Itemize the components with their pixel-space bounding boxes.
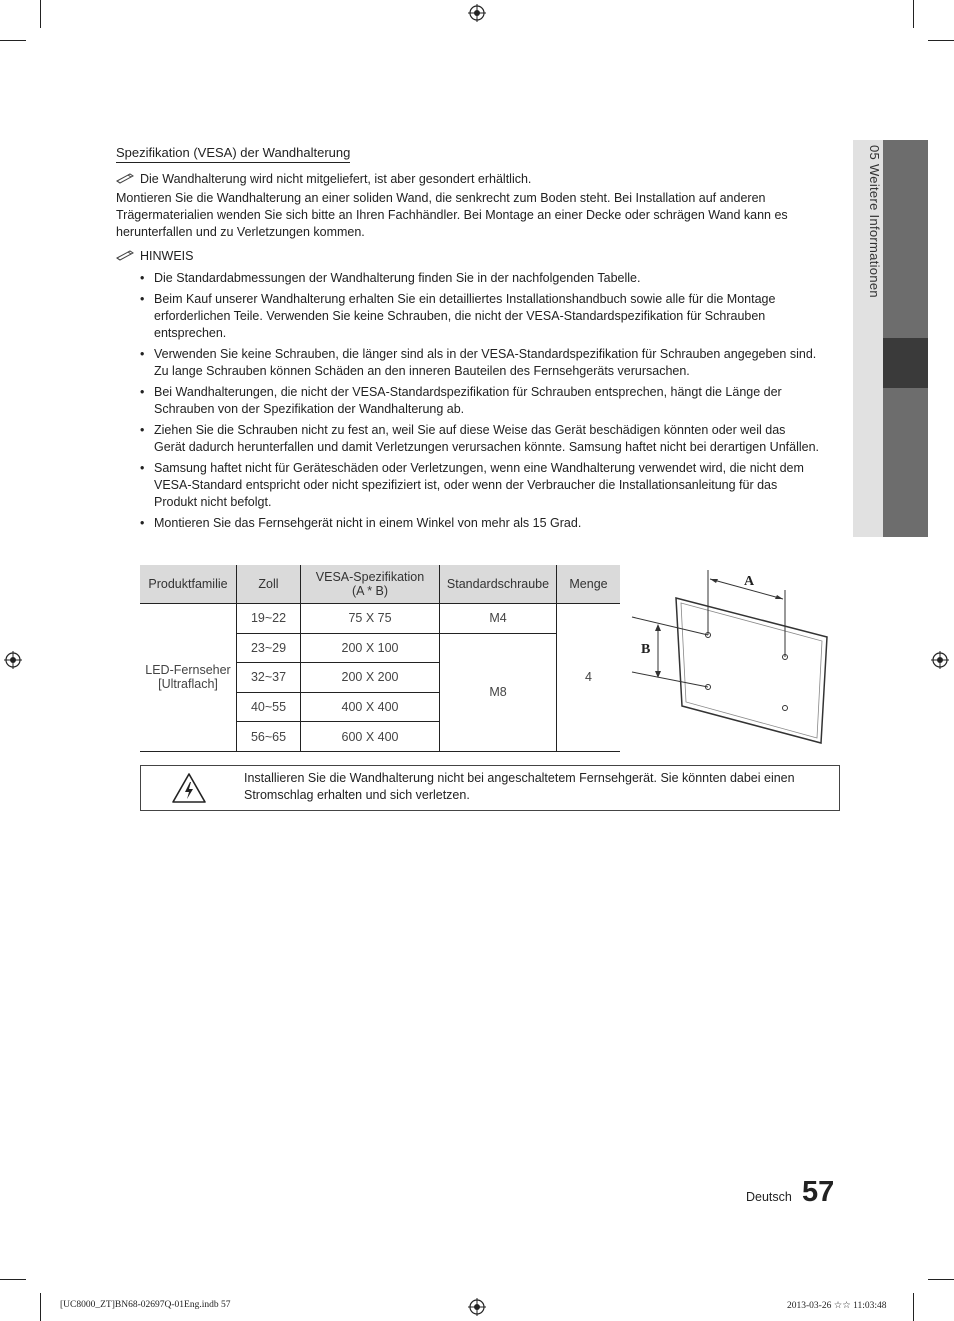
cell-screw: M4 — [440, 604, 557, 634]
table-row — [140, 604, 620, 634]
cell-vesa: 600 X 400 — [301, 722, 440, 752]
cell-product-family — [140, 604, 237, 752]
header-vesa — [301, 565, 440, 604]
hinweis-label: HINWEIS — [140, 249, 194, 263]
list-item: • Die Standardabmessungen der Wandhalterung finden Sie in der nachfolgenden Tabelle. — [140, 270, 820, 287]
crop-mark — [928, 1279, 954, 1280]
cell-vesa: 400 X 400 — [301, 692, 440, 722]
arrow-head-icon — [775, 595, 783, 599]
cell-zoll: 56~65 — [237, 722, 301, 752]
crop-mark — [913, 0, 914, 28]
warning-text: Installieren Sie die Wandhalterung nicht bei angeschaltetem Fernsehgerät. Sie könnten dabei einen Stromschlag erhalten und sich verletzen. — [244, 771, 795, 802]
crop-mark — [0, 1279, 26, 1280]
cell-vesa: 200 X 200 — [301, 663, 440, 693]
label-b: B — [641, 642, 651, 657]
header-zoll: Zoll — [237, 565, 301, 604]
label-a: A — [744, 574, 755, 589]
cell-zoll: 23~29 — [237, 633, 301, 663]
page-language: Deutsch — [746, 1190, 792, 1204]
note-pencil-icon — [116, 172, 136, 184]
list-item: • Verwenden Sie keine Schrauben, die länger sind als in der VESA-Standardspezifikation für Schrauben angegeben sind. Zu lange Schrauben können Schäden an den inneren Bauteilen des Fernsehgeräts verursachen. — [140, 346, 820, 380]
header-produktfamilie: Produktfamilie — [140, 565, 237, 604]
header-menge: Menge — [557, 565, 621, 604]
note-text: Die Wandhalterung wird nicht mitgeliefert, ist aber gesondert erhältlich. — [140, 172, 532, 186]
electric-shock-warning-icon — [171, 772, 207, 804]
header-standardschraube: Standardschraube — [440, 565, 557, 604]
list-item: • Ziehen Sie die Schrauben nicht zu fest an, weil Sie auf diese Weise das Gerät beschädigen könnten oder weil das Gerät dadurch herunterfallen und damit Verletzungen verursachen könnte. Samsung haftet nicht bei derartigen Unfällen. — [140, 422, 820, 456]
registration-mark-icon — [468, 1298, 486, 1316]
arrow-head-icon — [710, 579, 718, 583]
page-number: 57 — [802, 1176, 835, 1208]
mounting-paragraph: Montieren Sie die Wandhalterung an einer soliden Wand, die senkrecht zum Boden steht. Bei Installation auf anderen Trägermaterialien wenden Sie sich bitte an Ihren Fachhändler. Bei Montage an einer Decke oder schrägen Wand kann es herunterfallen und zu Verletzungen kommen. — [116, 191, 788, 239]
list-item: • Montieren Sie das Fernsehgerät nicht in einem Winkel von mehr als 15 Grad. — [140, 515, 820, 532]
tv-mounting-diagram — [630, 565, 840, 755]
crop-mark — [913, 1293, 914, 1321]
registration-mark-icon — [4, 651, 22, 669]
print-timestamp: 2013-03-26 ☆☆ 11:03:48 — [787, 1301, 887, 1311]
product-family-line1: LED-Fernseher — [145, 663, 231, 678]
header-vesa-line2: (A * B) — [351, 584, 389, 598]
print-file-info: [UC8000_ZT]BN68-02697Q-01Eng.indb 57 — [60, 1300, 231, 1310]
table-header-row — [140, 565, 620, 604]
cell-zoll: 19~22 — [237, 604, 301, 634]
crop-mark — [0, 40, 26, 41]
note-bullet-list — [140, 270, 820, 536]
registration-mark-icon — [468, 4, 486, 22]
cell-screw: M8 — [440, 633, 557, 751]
arrow-head-icon — [655, 624, 661, 631]
crop-mark — [40, 1293, 41, 1321]
cell-zoll: 40~55 — [237, 692, 301, 722]
list-item: • Samsung haftet nicht für Geräteschäden oder Verletzungen, wenn eine Wandhalterung verwendet wird, die nicht dem VESA-Standard entspricht oder nicht spezifiziert ist, oder wenn der Verbraucher die Installationsanleitung für das Produkt nicht befolgt. — [140, 460, 820, 511]
note-pencil-icon — [116, 249, 136, 261]
tv-back-outline — [676, 598, 827, 743]
cell-vesa: 200 X 100 — [301, 633, 440, 663]
section-title: Spezifikation (VESA) der Wandhalterung — [116, 145, 350, 163]
cell-vesa: 75 X 75 — [301, 604, 440, 634]
note-line — [116, 171, 826, 188]
chapter-label: 05 Weitere Informationen — [867, 145, 882, 298]
vesa-spec-table — [140, 565, 620, 752]
product-family-line2: [Ultraflach] — [158, 677, 218, 692]
warning-box — [140, 765, 840, 811]
header-vesa-line1: VESA-Spezifikation — [315, 570, 425, 584]
chapter-tab-active-marker — [883, 338, 928, 388]
cell-quantity: 4 — [557, 604, 621, 752]
cell-zoll: 32~37 — [237, 663, 301, 693]
hinweis-heading — [116, 248, 826, 265]
list-item: • Bei Wandhalterungen, die nicht der VESA-Standardspezifikation für Schrauben entsprechen, hängt die Länge der Schrauben von der Spezifikation der Wandhalterung ab. — [140, 384, 820, 418]
list-item: • Beim Kauf unserer Wandhalterung erhalten Sie ein detailliertes Installationshandbuch sowie alle für die Montage erforderlichen Teile. Verwenden Sie keine Schrauben, die nicht der VESA-Standardspezifikation für Schrauben entsprechen. — [140, 291, 820, 342]
crop-mark — [40, 0, 41, 28]
crop-mark — [928, 40, 954, 41]
registration-mark-icon — [931, 651, 949, 669]
